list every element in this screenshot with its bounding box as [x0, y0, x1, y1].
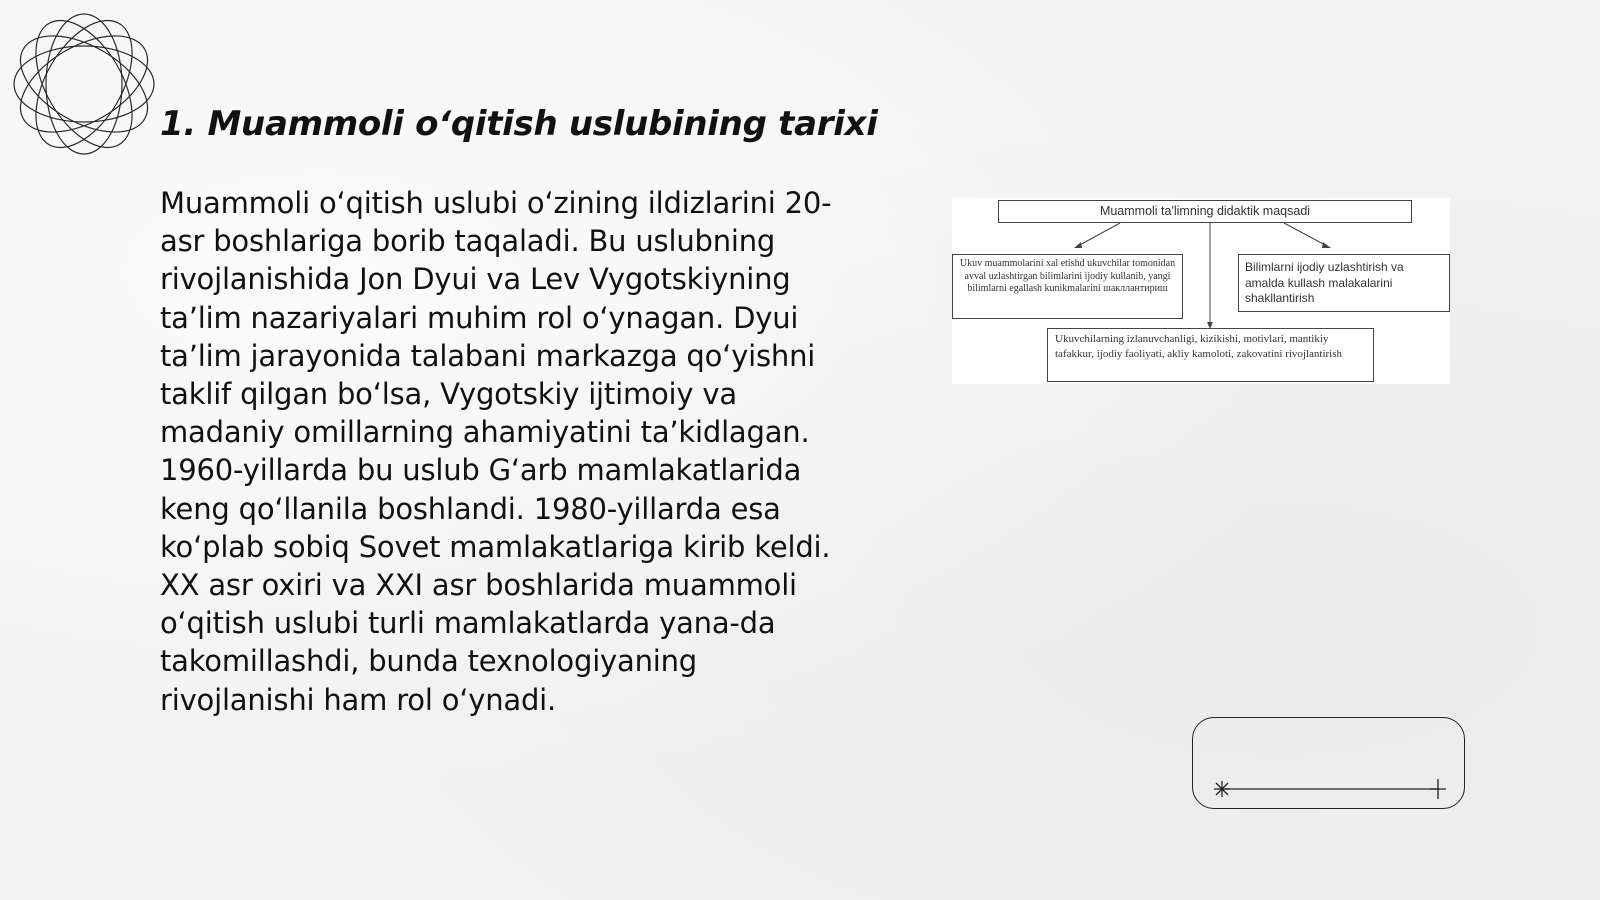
diagram-left-box: Ukuv muammolarini xal etishd ukuvchilar tomonidan avval uzlashtirgan bilimlarini ijodiy kullanib, yangi bilimlarni egallash kunikmalarini шакллантириш	[952, 254, 1183, 319]
sparkle-icon	[1214, 781, 1230, 797]
didactic-diagram	[952, 198, 1450, 384]
slide-body-text: Muammoli o‘qitish uslubi o‘zining ildizlarini 20-asr boshlariga borib taqaladi. Bu uslubning rivojlanishida Jon Dyui va Lev Vygotskiyning ta’lim nazariyalari muhim rol o‘ynagan. Dyui ta’lim jarayonida talabani markazga qo‘yishni taklif qilgan bo‘lsa, Vygotskiy ijtimoiy va madaniy omillarning ahamiyatini ta’kidlagan. 1960-yillarda bu uslub G‘arb mamlakatlarida keng qo‘llanila boshlandi. 1980-yillarda esa ko‘plab sobiq Sovet mamlakatlariga kirib keldi. XX asr oxiri va XXI asr boshlarida muammoli o‘qitish uslubi turli mamlakatlarda yana-da takomillashdi, bunda texnologiyaning rivojlanishi ham rol o‘ynadi.	[160, 186, 832, 717]
star-icon	[1430, 779, 1446, 799]
orbit-rings-icon	[10, 10, 158, 158]
diagram-bottom-box: Ukuvchilarning izlanuvchanligi, kizikishi, motivlari, mantikiy tafakkur, ijodiy faoliyati, akliy kamoloti, zakovatini rivojlantirish	[1047, 328, 1374, 382]
diagram-goal-box: Muammoli ta'limning didaktik maqsadi	[998, 200, 1412, 223]
diagram-right-box: Bilimlarni ijodiy uzlashtirish va amalda kullash malakalarini shakllantirish	[1238, 254, 1450, 312]
slide-title: 1. Muammoli o‘qitish uslubining tarixi	[160, 104, 878, 144]
decorative-line	[1214, 777, 1450, 801]
